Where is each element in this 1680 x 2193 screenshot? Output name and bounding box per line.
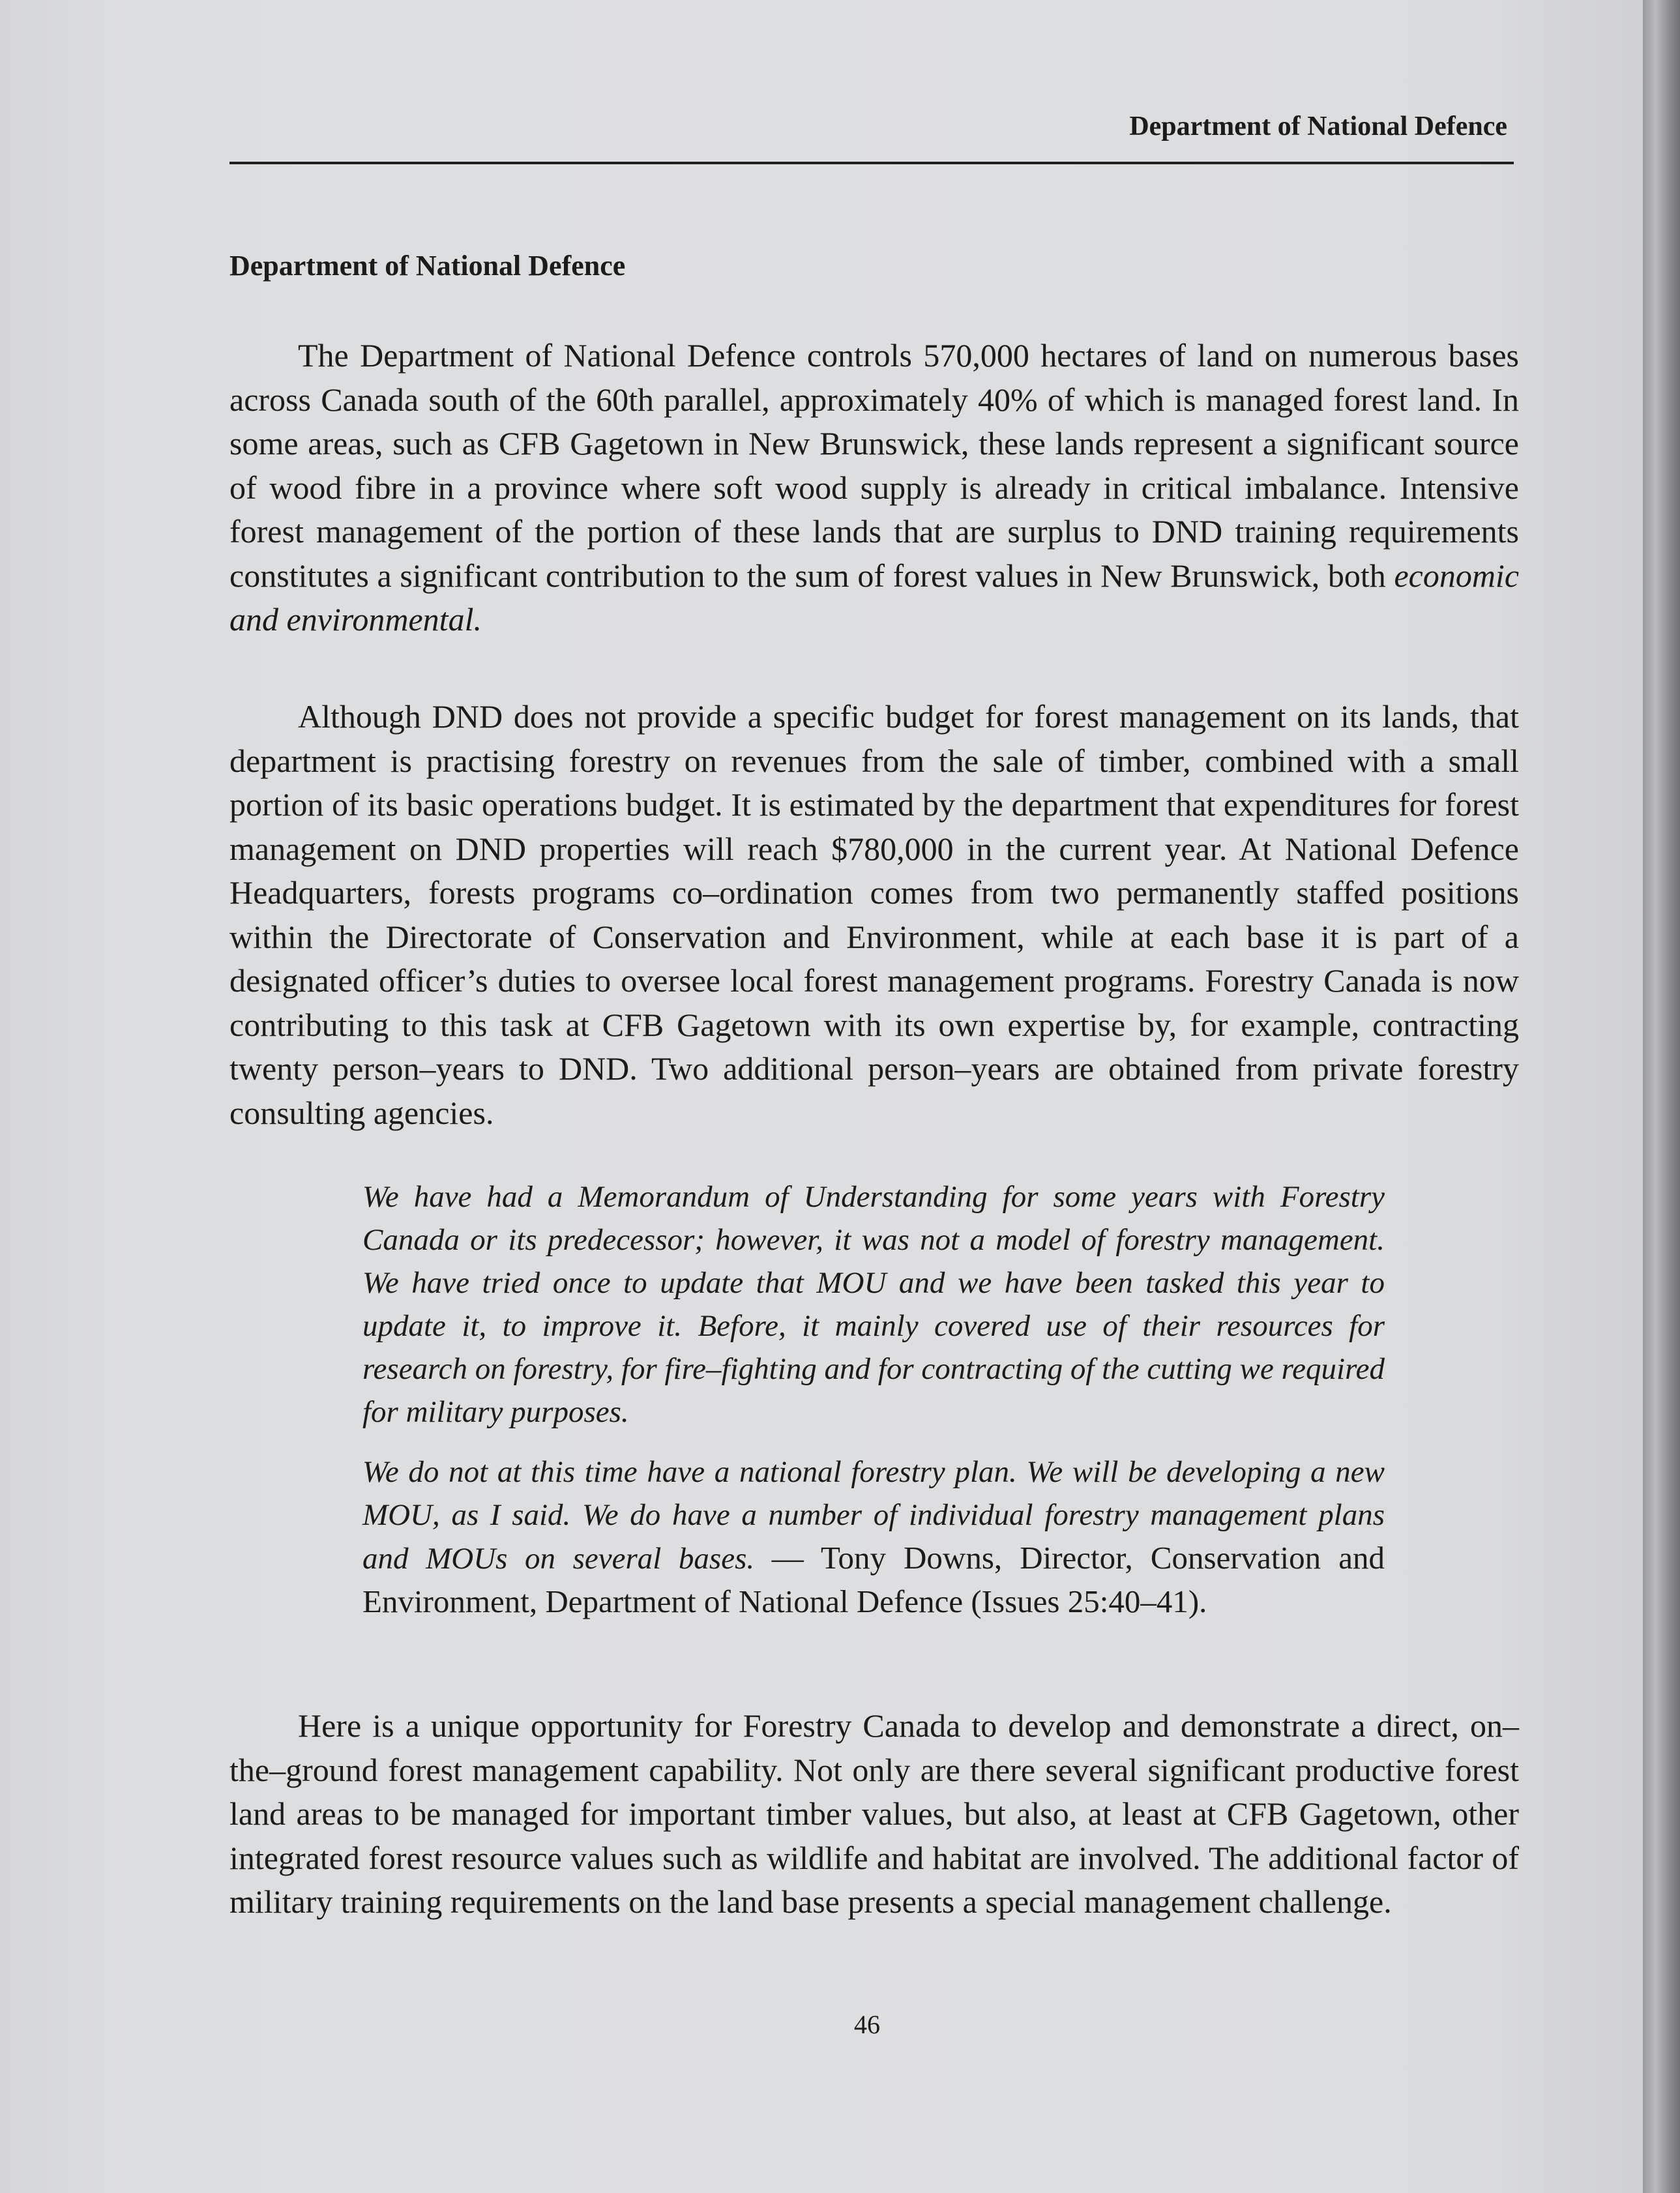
block-quote-part-2 bbox=[362, 1450, 1385, 1624]
section-heading: Department of National Defence bbox=[229, 250, 626, 282]
block-quote-part-2-text: We do not at this time have a national forestry plan. We will be developing a new MOU, as I said. We do have a number of individual forestry management plans and MOUs on several bases. bbox=[362, 1455, 1385, 1576]
quote-attribution: — Tony Downs, Director, Conservation and Environment, Department of National Defence (Issues 25:40–41). bbox=[362, 1540, 1385, 1619]
book-spine-edge bbox=[1643, 0, 1680, 2193]
body-paragraph-1-text: The Department of National Defence controls 570,000 hectares of land on numerous bases across Canada south of the 60th parallel, approximately 40% of which is managed forest land. In some areas, such as CFB Gagetown in New Brunswick, these lands represent a significant source of wood fibre in a province where soft wood supply is already in critical imbalance. Intensive forest management of the portion of these lands that are surplus to DND training requirements constitutes a significant contribution to the sum of forest values in New Brunswick, both bbox=[229, 337, 1519, 594]
body-paragraph-3: Here is a unique opportunity for Forestry Canada to develop and demonstrate a direct, on–the–ground forest management capability. Not only are there several significant productive forest land areas to be managed for important timber values, but also, at least at CFB Gagetown, other integrated forest resource values such as wildlife and habitat are involved. The additional factor of military training requirements on the land base presents a special management challenge. bbox=[229, 1707, 1519, 1920]
block-quote-part-1-text: We have had a Memorandum of Understanding for some years with Forestry Canada or its predecessor; however, it was not a model of forestry management. We have tried once to update that MOU and we have been tasked this year to update it, to improve it. Before, it mainly covered use of their resources for research on forestry, for fire–fighting and for contracting of the cutting we required for military purposes. bbox=[362, 1180, 1385, 1429]
page-number: 46 bbox=[854, 2010, 880, 2039]
body-paragraph-1-emphasis: economic and environmental. bbox=[229, 557, 1520, 638]
block-quote-part-1 bbox=[362, 1175, 1385, 1434]
body-paragraph-2: Although DND does not provide a specific budget for forest management on its lands, that department is practising forestry on revenues from the sale of timber, combined with a small portion of its basic operations budget. It is estimated by the department that expenditures for forest management on DND properties will reach $780,000 in the current year. At National Defence Headquarters, forests programs co–ordination comes from two permanently staffed positions within the Directorate of Conservation and Environment, while at each base it is part of a designated officer’s duties to oversee local forest management programs. Forestry Canada is now contributing to this task at CFB Gagetown with its own expertise by, for example, contracting twenty person–years to DND. Two additional person–years are obtained from private forestry consulting agencies. bbox=[229, 698, 1519, 1131]
body-paragraph-1 bbox=[229, 334, 1519, 642]
running-header-title: Department of National Defence bbox=[1129, 111, 1507, 141]
running-header bbox=[229, 110, 1514, 164]
